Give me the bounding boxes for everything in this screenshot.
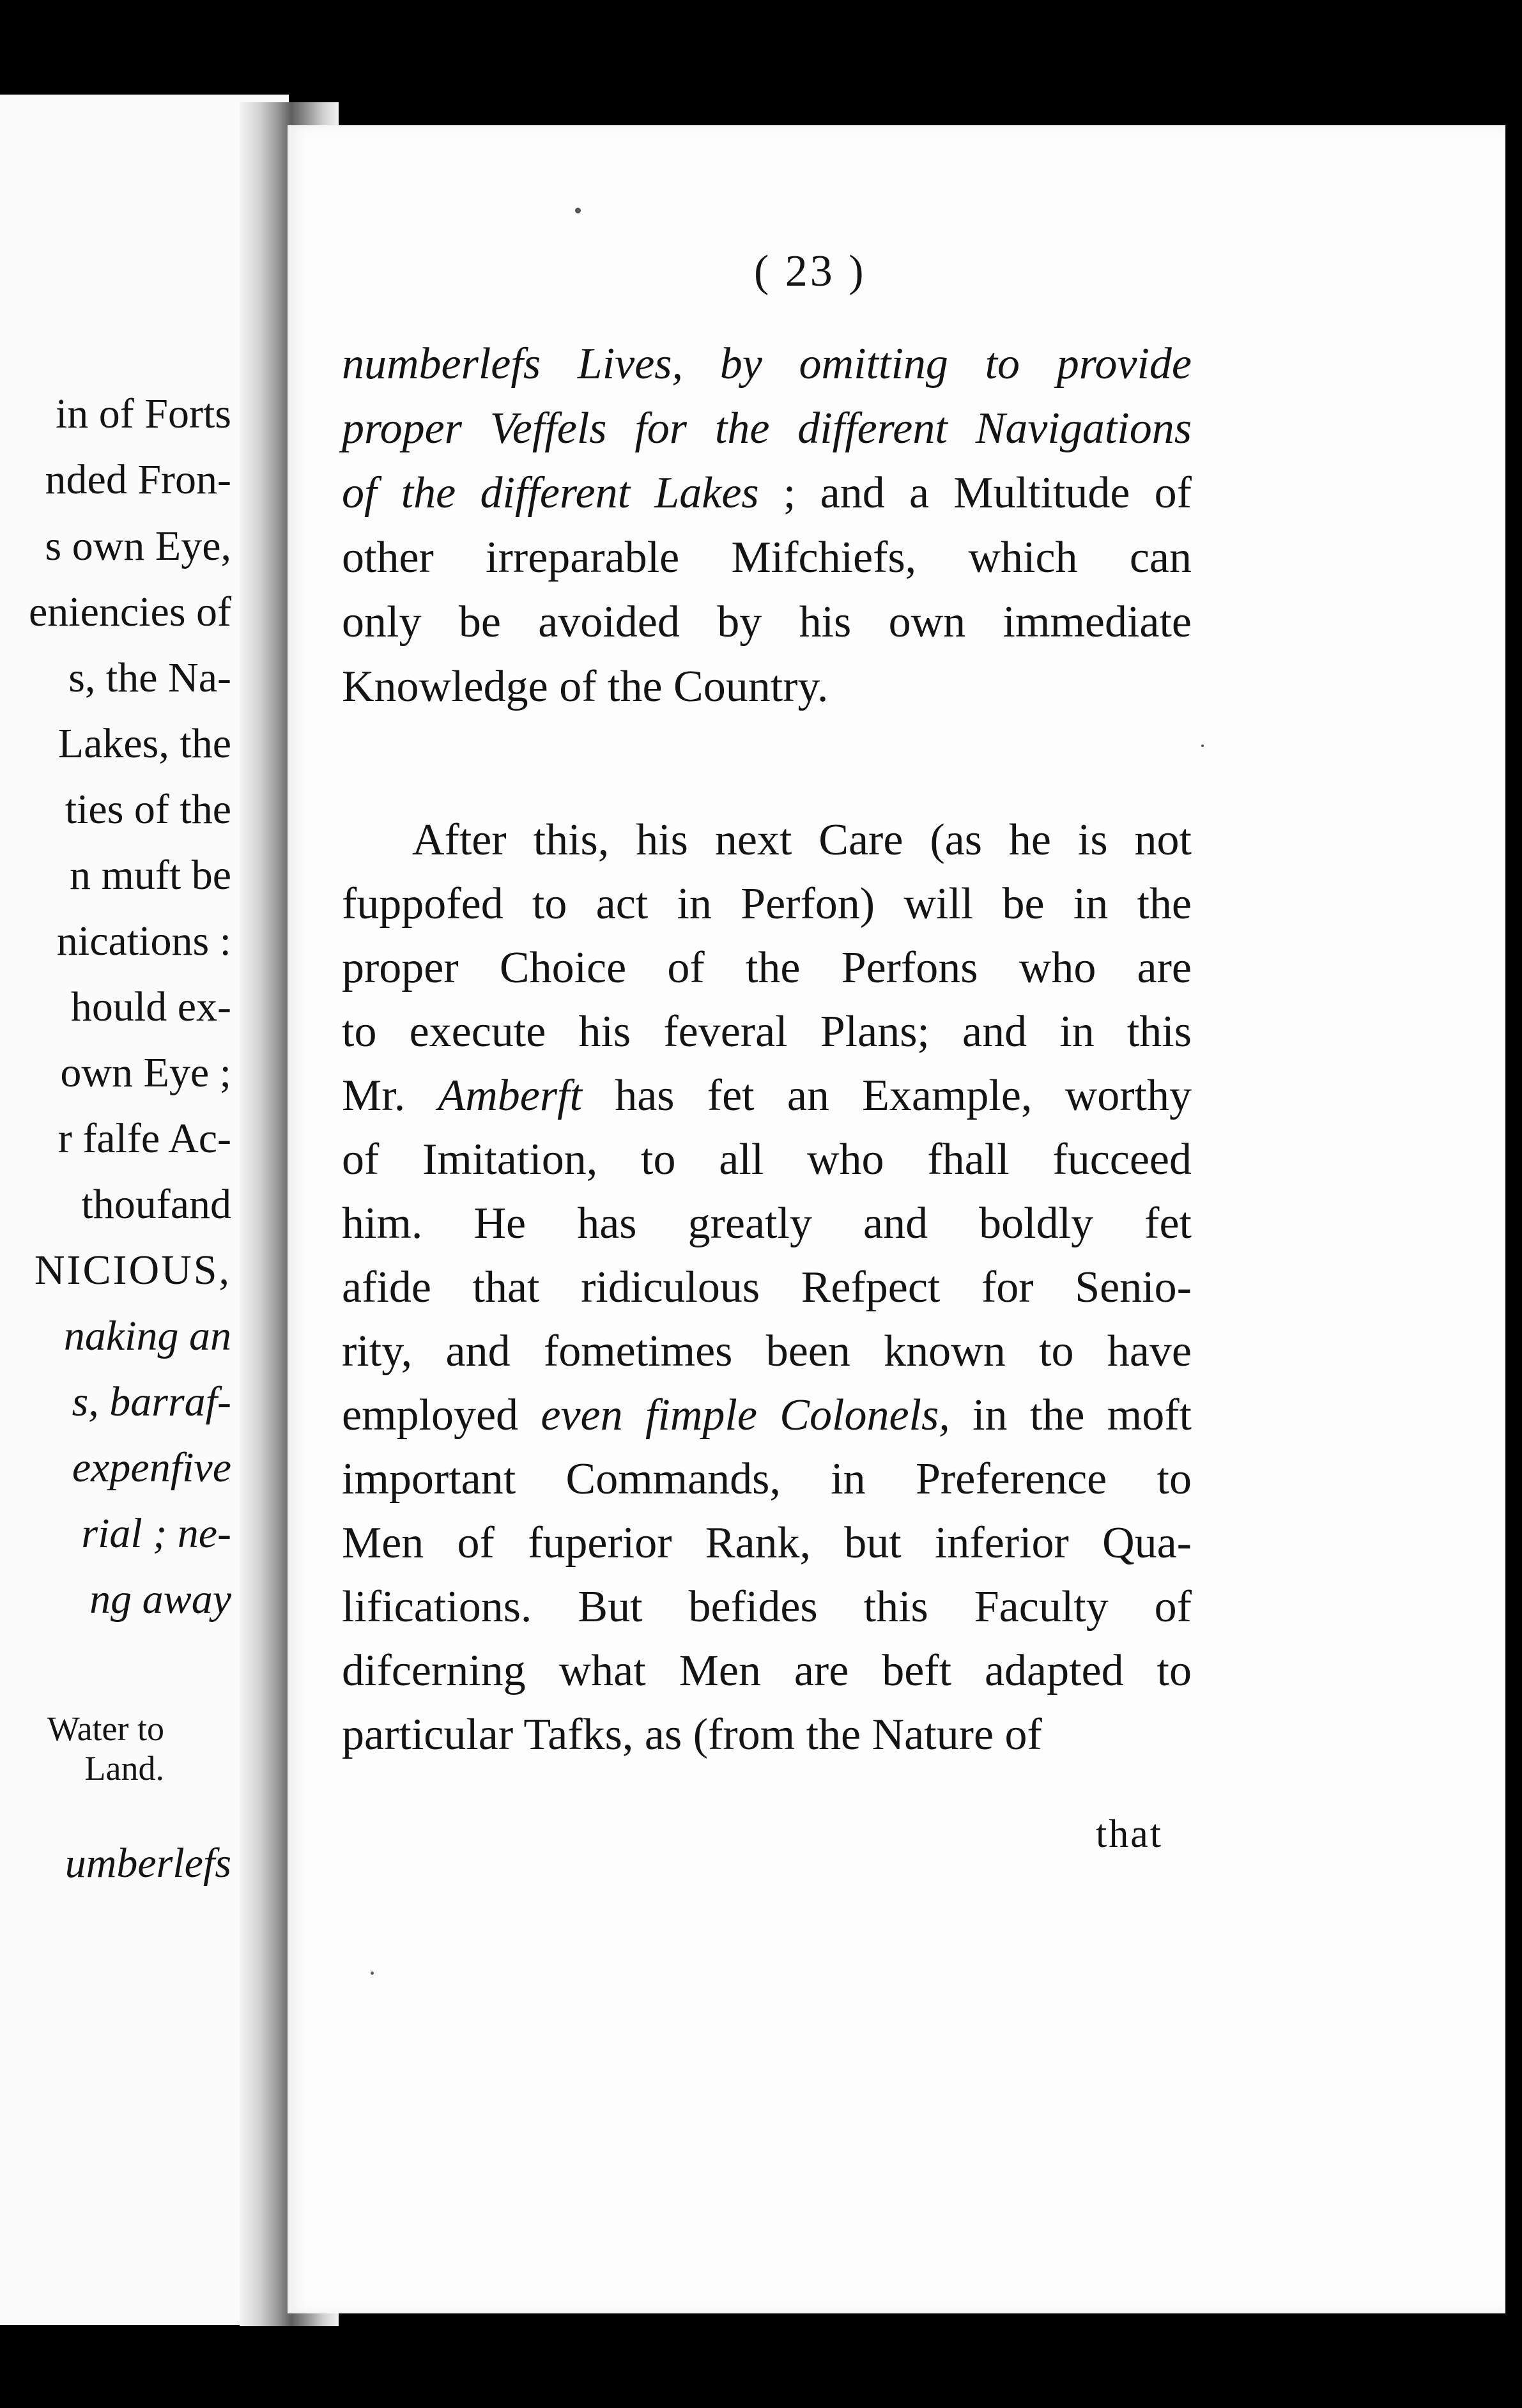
text-line [342,943,1192,992]
roman-text: rity, and fometimes been known to have [342,1327,1192,1376]
text-line [342,1265,1192,1310]
page-number: ( 23 ) [754,247,866,296]
text-line [342,1201,1192,1246]
left-page-line: Lakes, the [58,720,231,767]
left-page-line: ties of the [65,786,231,833]
italic-text: Amberft [438,1071,582,1120]
left-page-line: naking an [63,1313,231,1359]
italic-text: numberlefs Lives, by omitting to provide [342,339,1192,389]
left-page-line: s, the Na- [68,654,231,701]
left-page-line: nications : [56,918,231,964]
roman-text: Men of fuperior Rank, but inferior Qua- [342,1518,1192,1568]
roman-text: lifications. But befides this Faculty of [342,1582,1192,1632]
left-page-line: n muft be [70,852,231,899]
roman-text: proper Choice of the Perfons who are [342,943,1192,992]
roman-text: only be avoided by his own immediate [342,598,1192,647]
text-line [342,468,1192,518]
roman-text: has fet an Example, worthy [581,1071,1192,1120]
roman-text: Knowledge of the Country. [342,662,829,711]
roman-text: employed [342,1391,541,1440]
text-line [342,1135,1192,1184]
roman-text: After this, his next Care (as he is not [412,815,1192,865]
roman-text: ; and a Multitude of [758,468,1192,518]
text-line [342,1646,1192,1695]
text-line [342,1393,1192,1438]
left-page-line: in of Forts [55,390,231,437]
ink-speck [575,208,581,213]
text-line [342,600,1192,645]
roman-text: particular Tafks, as (from the Nature of [342,1710,1042,1759]
left-page-line: eniencies of [28,589,231,635]
text-line [342,1007,1192,1056]
left-page-line: thoufand [81,1181,231,1228]
roman-text: of Imitation, to all who fhall fucceed [342,1135,1192,1184]
roman-text: other irreparable Mifchiefs, which can [342,533,1192,582]
text-line [342,662,1192,711]
roman-text: afide that ridiculous Refpect for Senio- [342,1263,1192,1312]
left-page-line: hould ex- [70,984,231,1030]
ink-speck [371,1972,374,1975]
italic-text: of the different Lakes [342,468,759,518]
left-page-line: r falfe Ac- [58,1115,231,1162]
roman-text: Mr. [342,1071,438,1120]
left-catchword: umberlefs [65,1840,231,1887]
left-page-line: NICIOUS, [34,1247,231,1293]
left-page-line: s own Eye, [45,523,231,569]
text-line [342,339,1192,389]
left-page-line: ng away [89,1576,231,1623]
text-line [342,1071,1192,1120]
ink-speck [1201,745,1204,747]
roman-text: in the moft [949,1391,1192,1440]
left-page-line: expenfive [72,1444,231,1491]
italic-text: proper Veffels for the different Navigations [342,404,1192,453]
left-footnote-line: Water to [47,1710,164,1748]
text-line [342,533,1192,582]
catchword: that [1096,1812,1163,1856]
left-page-line: nded Fron- [45,456,231,503]
italic-text: even fimple Colonels, [541,1391,950,1440]
text-line [342,1329,1192,1374]
text-line [342,406,1192,451]
text-line [342,1710,1192,1759]
left-page-line: own Eye ; [60,1049,231,1096]
text-line [342,1457,1192,1502]
text-line [412,815,1192,865]
text-line [342,1582,1192,1632]
roman-text: fuppofed to act in Perfon) will be in the [342,879,1192,929]
left-footnote-line: Land. [84,1749,164,1787]
text-line [342,1518,1192,1568]
left-page-line: rial ; ne- [81,1510,231,1557]
roman-text: him. He has greatly and boldly fet [342,1199,1192,1248]
text-line [342,879,1192,929]
roman-text: important Commands, in Preference to [342,1455,1192,1504]
roman-text: difcerning what Men are beft adapted to [342,1646,1192,1695]
left-page-line: s, barraf- [72,1378,231,1425]
roman-text: to execute his feveral Plans; and in this [342,1007,1192,1056]
